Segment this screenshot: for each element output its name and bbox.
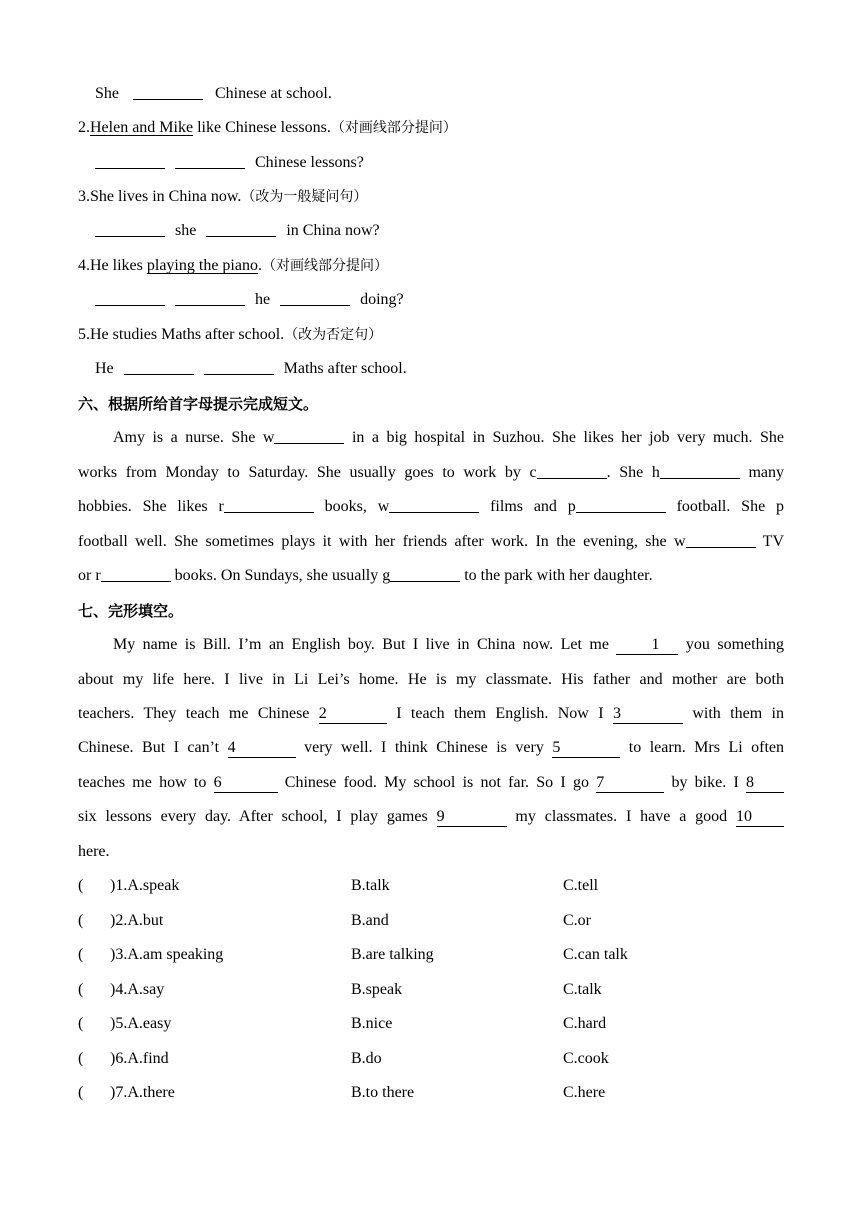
option-a: )3.A.am speaking: [110, 946, 224, 963]
option-row-4-q[interactable]: [78, 973, 164, 1007]
q2-instruction: （对画线部分提问）: [330, 120, 457, 136]
cloze-line-3: [78, 697, 784, 731]
q5-instruction: （改为否定句）: [284, 327, 383, 343]
text: very well. I think Chinese is very: [304, 739, 544, 756]
text: football well. She sometimes plays it with her friends after work. In the evening, she w: [78, 533, 686, 550]
cloze-blank[interactable]: 9: [437, 808, 507, 827]
q5-pre: He: [95, 360, 114, 377]
section6-line-1: [78, 421, 784, 455]
q1-post: Chinese at school.: [215, 85, 332, 102]
text: to the park with her daughter.: [460, 567, 653, 584]
q5-text: 5.He studies Maths after school.: [78, 326, 285, 343]
text: works from Monday to Saturday. She usually goes to work by c: [78, 464, 537, 481]
q3-instruction: （改为一般疑问句）: [241, 189, 368, 205]
q4-instruction: （对画线部分提问）: [261, 258, 388, 274]
option-a: )2.A.but: [110, 912, 164, 929]
option-row-5-q[interactable]: [78, 1007, 171, 1041]
text: to learn. Mrs Li often: [628, 739, 785, 756]
text: teachers. They teach me Chinese: [78, 705, 310, 722]
answer-blank[interactable]: [224, 494, 314, 513]
cloze-blank[interactable]: 5: [552, 739, 620, 758]
section6-line-5: [78, 559, 784, 593]
option-a: )5.A.easy: [110, 1015, 172, 1032]
answer-blank[interactable]: [274, 425, 344, 444]
option-c: C.hard: [563, 1015, 607, 1032]
cloze-blank[interactable]: 3: [613, 705, 683, 724]
q2-num: 2.: [78, 119, 90, 136]
text: you something: [685, 636, 785, 653]
q3-mid: she: [175, 222, 197, 239]
cloze-blank[interactable]: 10: [736, 808, 784, 827]
text: in a big hospital in Suzhou. She likes her job very much. She: [344, 429, 785, 446]
cloze-blank[interactable]: 4: [228, 739, 296, 758]
text: my classmates. I have a good: [515, 808, 728, 825]
q4-rest: .: [257, 257, 262, 274]
answer-paren: (: [78, 1015, 84, 1032]
option-row-2-q[interactable]: [78, 904, 163, 938]
answer-blank[interactable]: [660, 460, 740, 479]
text: about my life here. I live in Li Lei’s home. He is my classmate. His father and mother are both: [78, 671, 784, 688]
q4-post: doing?: [360, 291, 404, 308]
cloze-line-6: [78, 800, 784, 834]
option-a: )4.A.say: [110, 981, 165, 998]
q1-answer-line: [95, 77, 801, 111]
option-c: C.cook: [563, 1050, 609, 1067]
answer-paren: (: [78, 912, 84, 929]
answer-blank[interactable]: [95, 218, 165, 237]
option-c: C.here: [563, 1084, 606, 1101]
section6-line-4: [78, 525, 784, 559]
text: hobbies. She likes r: [78, 498, 224, 515]
q3-text: 3.She lives in China now.: [78, 188, 242, 205]
q3-post: in China now?: [286, 222, 380, 239]
option-b: B.do: [351, 1050, 382, 1067]
option-c: C.talk: [563, 981, 602, 998]
cloze-line-7: [78, 835, 784, 869]
section6-heading: 六、根据所给首字母提示完成短文。: [78, 395, 319, 413]
option-b: B.talk: [351, 877, 390, 894]
q2-rest: like Chinese lessons.: [193, 119, 331, 136]
cloze-line-2: [78, 663, 784, 697]
q4-line: [78, 249, 784, 283]
answer-blank[interactable]: [133, 81, 203, 100]
q5-answer-line: [95, 352, 801, 386]
text: Amy is a nurse. She w: [113, 429, 275, 446]
cloze-line-5: [78, 766, 784, 800]
option-b: B.and: [351, 912, 389, 929]
q2-answer-line: [95, 146, 801, 180]
text: films and p: [479, 498, 576, 515]
cloze-blank[interactable]: 6: [214, 774, 278, 793]
text: here.: [78, 843, 110, 860]
cloze-line-4: [78, 731, 784, 765]
q4-underlined: playing the piano: [146, 257, 258, 274]
cloze-blank[interactable]: 2: [319, 705, 387, 724]
q4-answer-line: [95, 283, 801, 317]
text: teaches me how to: [78, 774, 207, 791]
q5-post: Maths after school.: [283, 360, 407, 377]
text: six lessons every day. After school, I play games: [78, 808, 428, 825]
text: TV: [755, 533, 785, 550]
text: books, w: [313, 498, 390, 515]
answer-blank[interactable]: [175, 150, 245, 169]
section7-heading: 七、完形填空。: [78, 602, 184, 620]
q2-underlined: Helen and Mike: [90, 119, 194, 136]
q2-post: Chinese lessons?: [255, 154, 364, 171]
text: I teach them English. Now I: [396, 705, 604, 722]
option-row-1-q[interactable]: [78, 869, 179, 903]
answer-blank[interactable]: [175, 287, 245, 306]
answer-blank[interactable]: [280, 287, 350, 306]
cloze-blank[interactable]: 7: [596, 774, 664, 793]
text: football. She p: [665, 498, 785, 515]
cloze-line-1: [78, 628, 784, 662]
q3-line: [78, 180, 784, 214]
option-b: B.nice: [351, 1015, 393, 1032]
answer-paren: (: [78, 877, 84, 894]
cloze-blank[interactable]: 8: [746, 774, 784, 793]
option-a: )7.A.there: [110, 1084, 175, 1101]
answer-blank[interactable]: [206, 218, 276, 237]
answer-blank[interactable]: [537, 460, 607, 479]
answer-blank[interactable]: [204, 356, 274, 375]
q2-line: [78, 111, 784, 145]
option-a: )1.A.speak: [110, 877, 180, 894]
answer-blank[interactable]: [95, 150, 165, 169]
text: My name is Bill. I’m an English boy. But I live in China now. Let me: [113, 636, 609, 653]
answer-blank[interactable]: [390, 563, 460, 582]
answer-blank[interactable]: [686, 529, 756, 548]
option-b: B.to there: [351, 1084, 415, 1101]
cloze-blank[interactable]: 1: [616, 636, 678, 655]
answer-paren: (: [78, 1084, 84, 1101]
answer-paren: (: [78, 946, 84, 963]
text: with them in: [692, 705, 784, 722]
q1-pre: She: [95, 85, 119, 102]
option-row-7-q[interactable]: [78, 1076, 175, 1110]
option-a: )6.A.find: [110, 1050, 169, 1067]
option-b: B.speak: [351, 981, 403, 998]
text: many: [739, 464, 785, 481]
answer-blank[interactable]: [95, 287, 165, 306]
q3-answer-line: [95, 214, 801, 248]
answer-blank[interactable]: [101, 563, 171, 582]
text: by bike. I: [671, 774, 739, 791]
option-row-3-q[interactable]: [78, 938, 223, 972]
answer-blank[interactable]: [124, 356, 194, 375]
section6-line-2: [78, 456, 784, 490]
text: . She h: [606, 464, 660, 481]
q4-pre: 4.He likes: [78, 257, 147, 274]
q4-mid: he: [255, 291, 271, 308]
text: Chinese. But I can’t: [78, 739, 220, 756]
option-c: C.can talk: [563, 946, 628, 963]
text: or r: [78, 567, 101, 584]
option-b: B.are talking: [351, 946, 434, 963]
text: Chinese food. My school is not far. So I go: [284, 774, 589, 791]
option-row-6-q[interactable]: [78, 1042, 169, 1076]
section6-line-3: [78, 490, 784, 524]
answer-blank[interactable]: [389, 494, 479, 513]
answer-blank[interactable]: [576, 494, 666, 513]
answer-paren: (: [78, 1050, 84, 1067]
q5-line: [78, 318, 784, 352]
answer-paren: (: [78, 981, 84, 998]
option-c: C.tell: [563, 877, 599, 894]
text: books. On Sundays, she usually g: [170, 567, 391, 584]
option-c: C.or: [563, 912, 591, 929]
